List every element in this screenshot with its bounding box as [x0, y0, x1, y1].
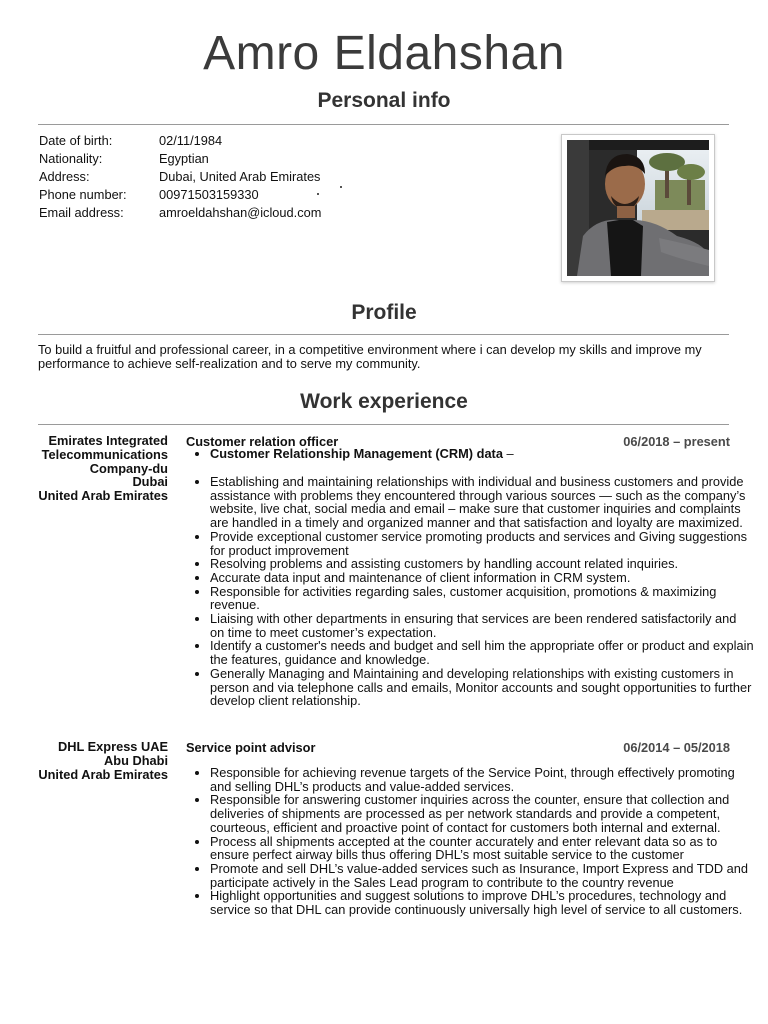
list-item: • Generally Managing and Maintaining and developing relationships with existing customers in person and via telephone calls and emails, Monitor accounts and sought opportunities to further develop client relationship. [210, 667, 754, 708]
info-value: Egyptian [159, 151, 209, 166]
job-bullet-list [186, 475, 754, 708]
list-item [210, 447, 754, 461]
info-label: Nationality: [39, 151, 103, 166]
info-row-email [39, 204, 321, 222]
stray-dot [317, 193, 319, 195]
info-value: 02/11/1984 [159, 133, 223, 148]
info-value: Dubai, United Arab Emirates [159, 169, 321, 184]
list-item: • Liaising with other departments in ensuring that services are been rendered satisfactorily and on time to meet customer’s expectation. [210, 612, 754, 639]
section-divider [38, 424, 729, 425]
info-label: Email address: [39, 205, 124, 220]
info-label: Phone number: [39, 187, 127, 202]
job-employer: DHL Express UAE Abu Dhabi United Arab Emirates [38, 739, 168, 782]
job-bullet-list [186, 447, 754, 461]
job-title: Service point advisor [186, 740, 316, 755]
list-item: • Responsible for activities regarding sales, customer acquisition, promotions & maximizing revenue. [210, 585, 754, 612]
list-item: • Establishing and maintaining relationships with individual and business customers and provide assistance with problems they encountered through various sources — such as the company’s website, live chat, social media and email – make sure that customer inquiries and complaints are handled in a timely and organized manner and that satisfaction and loyalty are maximized. [210, 475, 754, 530]
info-value: 00971503159330 [159, 187, 259, 202]
profile-summary: To build a fruitful and professional career, in a competitive environment where i can develop my skills and improve my performance to achieve self-realization and to serve my community. [38, 342, 702, 371]
list-item: • Identify a customer's needs and budget and sell him the appropriate offer or product and explain the features, guidance and knowledge. [210, 639, 754, 666]
job-title: Customer relation officer [186, 434, 339, 449]
list-item: • Highlight opportunities and suggest solutions to improve DHL’s procedures, technology and service so that DHL can provide continuously universally high level of service to all customers. [210, 889, 754, 916]
section-title-work-experience: Work experience [300, 390, 468, 413]
stray-dot [340, 186, 342, 188]
list-item: • Promote and sell DHL’s value-added services such as Insurance, Import Express and TDD and participate actively in the Sales Lead program to contribute to the country revenue [210, 862, 754, 889]
job-employer: Emirates Integrated Telecommunications Company-du Dubai United Arab Emirates [38, 433, 168, 504]
section-divider [38, 334, 729, 335]
section-divider [38, 124, 729, 125]
job-dates: 06/2014 – 05/2018 [623, 740, 730, 755]
section-title-profile: Profile [351, 301, 417, 324]
list-item: • Accurate data input and maintenance of client information in CRM system. [210, 571, 754, 585]
personal-info-table [39, 132, 321, 222]
info-row-address [39, 168, 321, 186]
profile-photo [567, 140, 709, 276]
list-item: • Resolving problems and assisting customers by handling account related inquiries. [210, 557, 754, 571]
info-label: Address: [39, 169, 90, 184]
info-row-dob [39, 132, 321, 150]
job-dates: 06/2018 – present [623, 434, 730, 449]
list-item: • Responsible for answering customer inquiries across the counter, ensure that collection and deliveries of shipments are processed as per network standards and provide a competent, courteous, efficient and proactive point of contact for customers both internal and external. [210, 793, 754, 834]
list-item: • Process all shipments accepted at the counter accurately and enter relevant data so as to ensure perfect airway bills thus offering DHL’s most suitable service to the customer [210, 835, 754, 862]
list-item: • Provide exceptional customer service promoting products and services and Giving suggestions for product improvement [210, 530, 754, 557]
candidate-name: Amro Eldahshan [203, 27, 565, 80]
section-title-personal-info: Personal info [317, 89, 451, 112]
info-label: Date of birth: [39, 133, 113, 148]
info-row-phone [39, 186, 321, 204]
info-row-nationality [39, 150, 321, 168]
crm-heading: Customer Relationship Management (CRM) data [210, 446, 503, 461]
job-bullet-list [186, 766, 754, 917]
crm-heading-suffix: – [502, 446, 514, 461]
info-value: amroeldahshan@icloud.com [159, 205, 322, 220]
list-item: • Responsible for achieving revenue targets of the Service Point, through effectively promoting and selling DHL’s products and value-added services. [210, 766, 754, 793]
profile-photo-frame [561, 134, 715, 282]
